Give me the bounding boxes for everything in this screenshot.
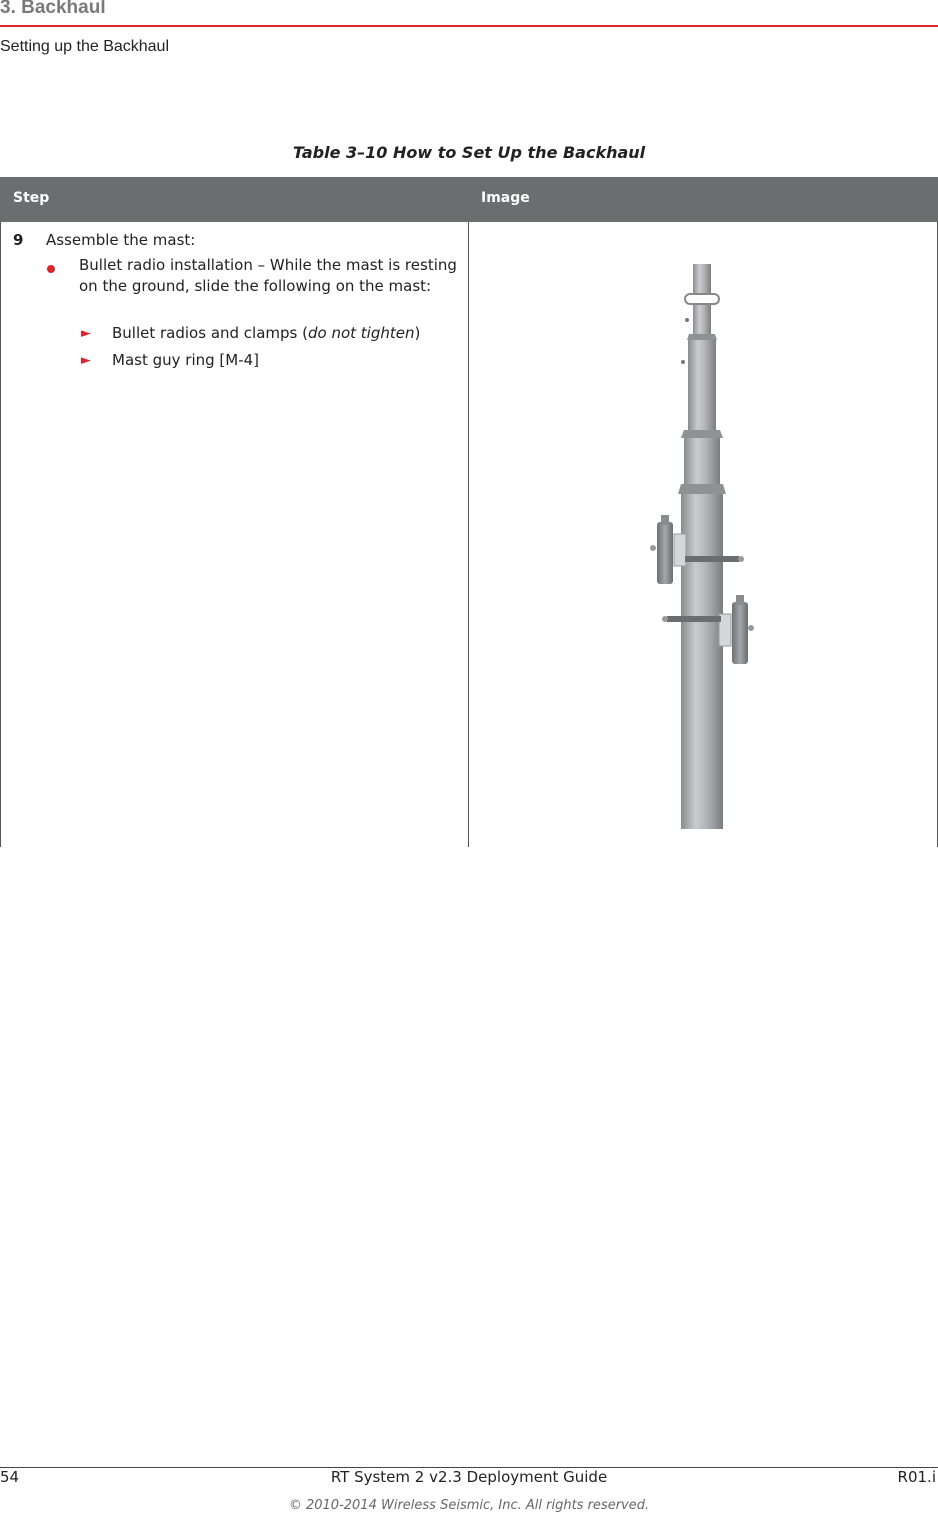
table-caption: Table 3–10 How to Set Up the Backhaul [292, 143, 646, 162]
image-cell [469, 222, 938, 847]
sub-bullet-radios-after: ) [414, 324, 421, 342]
sub-bullet-radios [112, 324, 420, 342]
footer-title: RT System 2 v2.3 Deployment Guide [330, 1468, 608, 1486]
step-text: Assemble the mast: [46, 231, 196, 249]
copyright: © 2010-2014 Wireless Seismic, Inc. All rights reserved. [288, 1498, 650, 1513]
arrow-right-icon: ► [81, 353, 91, 368]
step-number: 9 [13, 231, 24, 249]
bullet-dot-icon [47, 265, 55, 273]
column-header-image: Image [481, 190, 530, 206]
step-cell [0, 222, 469, 847]
sub-bullet-radios-before: Bullet radios and clamps ( [112, 324, 308, 342]
mast-illustration [469, 222, 936, 847]
chapter-rule [0, 25, 938, 27]
page-number: 54 [0, 1468, 20, 1486]
footer-revision: R01.i [897, 1468, 936, 1486]
section-title: Setting up the Backhaul [0, 38, 170, 55]
setup-table [0, 177, 938, 847]
chapter-title: 3. Backhaul [0, 0, 106, 18]
table-header [0, 177, 938, 222]
bullet-text: Bullet radio installation – While the mast is resting on the ground, slide the following on the mast: [79, 256, 457, 295]
sub-bullet-guy-ring: Mast guy ring [M-4] [112, 351, 260, 369]
column-header-step: Step [13, 190, 50, 206]
arrow-right-icon: ► [81, 326, 91, 341]
sub-bullet-radios-italic: do not tighten [307, 324, 415, 342]
